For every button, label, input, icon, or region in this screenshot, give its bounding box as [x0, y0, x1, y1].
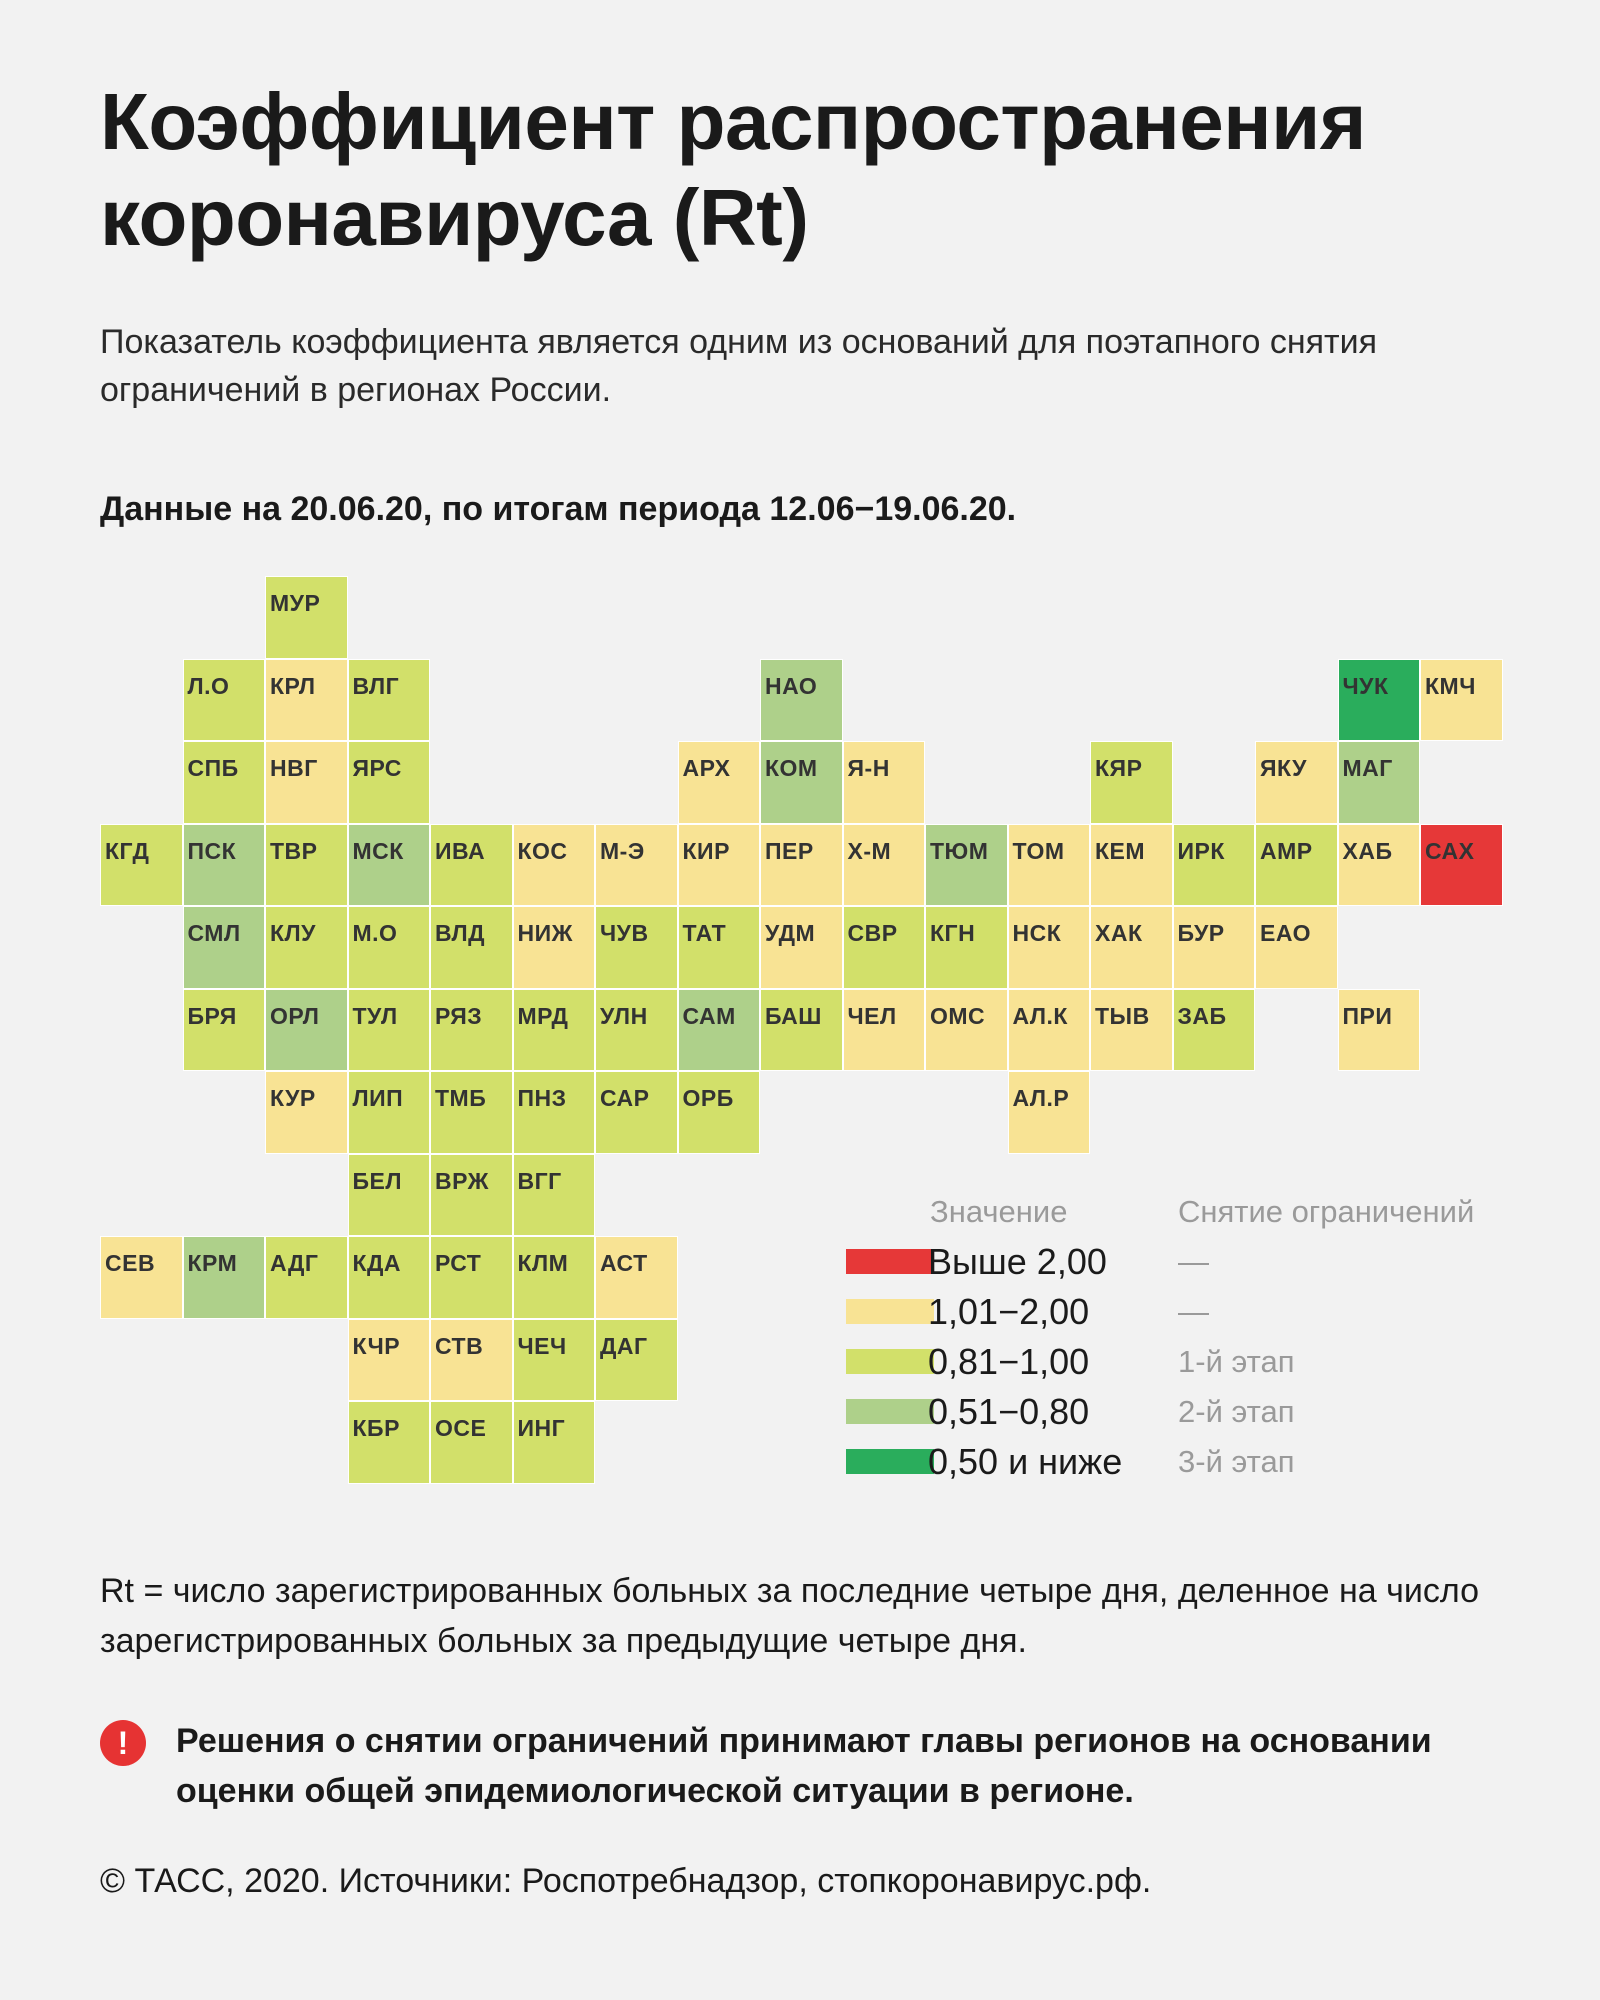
region-tile: БРЯ [183, 989, 266, 1072]
region-tile: САХ [1420, 824, 1503, 907]
region-tile: ЗАБ [1173, 989, 1256, 1072]
region-tile: ЧУВ [595, 906, 678, 989]
region-tile: ЧЕЛ [843, 989, 926, 1072]
legend-value-header: Значение [930, 1194, 1068, 1229]
region-tile: РСТ [430, 1236, 513, 1319]
legend-swatch [846, 1299, 934, 1324]
legend-item [846, 1237, 1566, 1287]
region-tile: ЕАО [1255, 906, 1338, 989]
region-tile: ТЮМ [925, 824, 1008, 907]
region-tile: КРМ [183, 1236, 266, 1319]
region-tile: СПБ [183, 741, 266, 824]
region-tile: ЛИП [348, 1071, 431, 1154]
region-tile: НАО [760, 659, 843, 742]
region-tile: БЕЛ [348, 1154, 431, 1237]
region-tile: Я-Н [843, 741, 926, 824]
region-tile: ВЛГ [348, 659, 431, 742]
rt-formula-note: Rt = число зарегистрированных больных за последние четыре дня, деленное на число зарегистрированных больных за предыдущие четыре дня. [100, 1572, 1479, 1660]
region-tile: ВГГ [513, 1154, 596, 1237]
legend-item [846, 1387, 1566, 1437]
region-tile: МАГ [1338, 741, 1421, 824]
region-tile: АЛ.Р [1008, 1071, 1091, 1154]
region-tile: УДМ [760, 906, 843, 989]
region-tile: БУР [1173, 906, 1256, 989]
legend-range: 0,51−0,80 [928, 1391, 1090, 1432]
data-date: Данные на 20.06.20, по итогам периода 12.06−19.06.20. [100, 490, 1017, 528]
region-tile: КУР [265, 1071, 348, 1154]
region-tile: АЛ.К [1008, 989, 1091, 1072]
region-tile: КЛУ [265, 906, 348, 989]
region-tile: ОМС [925, 989, 1008, 1072]
region-tile: ТЫВ [1090, 989, 1173, 1072]
region-tile: СТВ [430, 1319, 513, 1402]
region-tile: ЧУК [1338, 659, 1421, 742]
region-tile: АМР [1255, 824, 1338, 907]
legend-swatch [846, 1449, 934, 1474]
region-tile: ТАТ [678, 906, 761, 989]
region-tile: КИР [678, 824, 761, 907]
region-tile: КОМ [760, 741, 843, 824]
region-tile: МСК [348, 824, 431, 907]
legend-stage-header: Снятие ограничений [1178, 1194, 1475, 1229]
legend-stage: 1-й этап [1178, 1344, 1295, 1379]
region-tile: КЯР [1090, 741, 1173, 824]
region-tile: КДА [348, 1236, 431, 1319]
region-tile: НИЖ [513, 906, 596, 989]
legend-stage: — [1178, 1294, 1209, 1329]
region-tile: ТОМ [1008, 824, 1091, 907]
region-tile: М-Э [595, 824, 678, 907]
region-tile: ЯРС [348, 741, 431, 824]
region-tile: УЛН [595, 989, 678, 1072]
region-tile: КЧР [348, 1319, 431, 1402]
warning-note: Решения о снятии ограничений принимают главы регионов на основании оценки общей эпидемиологической ситуации в регионе. [176, 1722, 1432, 1810]
legend-swatch [846, 1249, 934, 1274]
region-tile: ВЛД [430, 906, 513, 989]
region-tile: ВРЖ [430, 1154, 513, 1237]
region-tile: САР [595, 1071, 678, 1154]
region-tile: ТУЛ [348, 989, 431, 1072]
region-tile: СВР [843, 906, 926, 989]
region-tile: ХАК [1090, 906, 1173, 989]
legend-stage: — [1178, 1244, 1209, 1279]
region-tile: РЯЗ [430, 989, 513, 1072]
legend-stage: 3-й этап [1178, 1444, 1295, 1479]
region-tile: ЯКУ [1255, 741, 1338, 824]
legend-swatch [846, 1349, 934, 1374]
region-tile: САМ [678, 989, 761, 1072]
legend-range: 1,01−2,00 [928, 1291, 1090, 1332]
region-tile: КРЛ [265, 659, 348, 742]
source-credit: © ТАСС, 2020. Источники: Роспотребнадзор, стопкоронавирус.рф. [100, 1862, 1152, 1900]
legend-item [846, 1337, 1566, 1387]
region-tile: ПРИ [1338, 989, 1421, 1072]
region-tile: ТМБ [430, 1071, 513, 1154]
region-tile: ТВР [265, 824, 348, 907]
region-tile: МУР [265, 576, 348, 659]
legend-item [846, 1437, 1566, 1487]
region-tile: М.О [348, 906, 431, 989]
region-tile: ДАГ [595, 1319, 678, 1402]
region-tile: КГН [925, 906, 1008, 989]
region-tile: ЧЕЧ [513, 1319, 596, 1402]
region-tile: ПЕР [760, 824, 843, 907]
legend-swatch [846, 1399, 934, 1424]
region-tile: МРД [513, 989, 596, 1072]
region-tile: Л.О [183, 659, 266, 742]
legend-range: Выше 2,00 [928, 1241, 1107, 1282]
region-tile: АСТ [595, 1236, 678, 1319]
legend-item [846, 1287, 1566, 1337]
legend-range: 0,81−1,00 [928, 1341, 1090, 1382]
region-tile: КБР [348, 1401, 431, 1484]
region-tile: КЕМ [1090, 824, 1173, 907]
region-tile: ИРК [1173, 824, 1256, 907]
region-tile: АРХ [678, 741, 761, 824]
subtitle: Показатель коэффициента является одним из оснований для поэтапного снятия ограничений в регионах России. [100, 323, 1377, 409]
region-tile: Х-М [843, 824, 926, 907]
region-tile: СМЛ [183, 906, 266, 989]
legend-range: 0,50 и ниже [928, 1441, 1123, 1482]
legend-stage: 2-й этап [1178, 1394, 1295, 1429]
region-tile: АДГ [265, 1236, 348, 1319]
page-title: Коэффициент распространения коронавируса (Rt) [100, 77, 1366, 262]
region-tile: ОРЛ [265, 989, 348, 1072]
region-tile: НВГ [265, 741, 348, 824]
region-tile: КГД [100, 824, 183, 907]
region-tile: НСК [1008, 906, 1091, 989]
region-tile: ПНЗ [513, 1071, 596, 1154]
region-tile: БАШ [760, 989, 843, 1072]
region-tile: ХАБ [1338, 824, 1421, 907]
region-tile: ОСЕ [430, 1401, 513, 1484]
region-tile: КМЧ [1420, 659, 1503, 742]
region-tile: ИВА [430, 824, 513, 907]
region-tile: ОРБ [678, 1071, 761, 1154]
region-tile: КЛМ [513, 1236, 596, 1319]
exclamation-icon: ! [100, 1720, 146, 1766]
region-tile: СЕВ [100, 1236, 183, 1319]
region-tile: ПСК [183, 824, 266, 907]
region-tile: КОС [513, 824, 596, 907]
region-tile: ИНГ [513, 1401, 596, 1484]
